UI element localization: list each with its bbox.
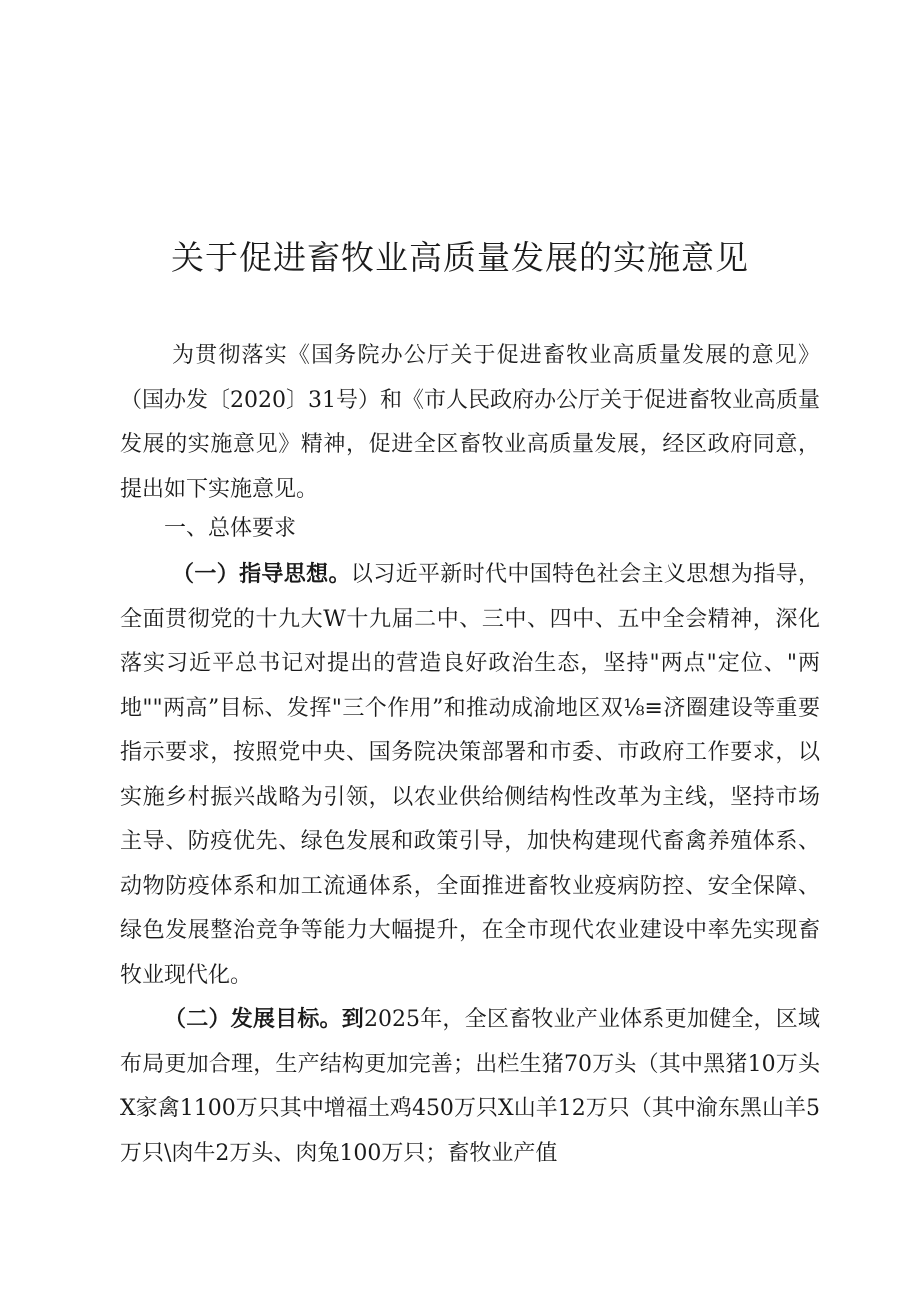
document-title: 关于促进畜牧业高质量发展的实施意见: [171, 238, 749, 277]
development-goal-lead: （二）发展目标。到: [164, 1007, 364, 1032]
development-goal-text: 2025年，全区畜牧业产业体系更加健全，区域布局更加合理，生产结构更加完善；出栏生猪70万头（其中黑猪10万头X家禽1100万只其中增福土鸡450万只X山羊12万只（其中渝东黑山羊5万只\肉牛2万头、肉兔100万只；畜牧业产值: [120, 1007, 820, 1166]
guiding-ideology-text: 以习近平新时代中国特色社会主义思想为指导，全面贯彻党的十九大W十九届二中、三中、四中、五中全会精神，深化落实习近平总书记对提出的营造良好政治生态，坚持"两点"定位、"两地""两高”目标、发挥"三个作用”和推动成渝地区双⅛≡济圈建设等重要指示要求，按照党中央、国务院决策部署和市委、市政府工作要求，以实施乡村振兴战略为引领，以农业供给侧结构性改革为主线，坚持市场主导、防疫优先、绿色发展和政策引导，加快构建现代畜禽养殖体系、动物防疫体系和加工流通体系，全面推进畜牧业疫病防控、安全保障、绿色发展整治竞争等能力大幅提升，在全市现代农业建设中率先实现畜牧业现代化。: [120, 562, 820, 988]
guiding-ideology-lead: （一）指导思想。: [172, 562, 351, 587]
intro-paragraph: 为贯彻落实《国务院办公厅关于促进畜牧业高质量发展的意见》（国办发〔2020〕31号）和《市人民政府办公厅关于促进畜牧业高质量发展的实施意见》精神，促进全区畜牧业高质量发展，经区政府同意，提出如下实施意见。: [120, 343, 820, 502]
development-goal-paragraph: [120, 998, 820, 1176]
guiding-ideology-paragraph: [120, 553, 820, 998]
section-heading-general-requirements: 一、总体要求: [164, 516, 297, 541]
